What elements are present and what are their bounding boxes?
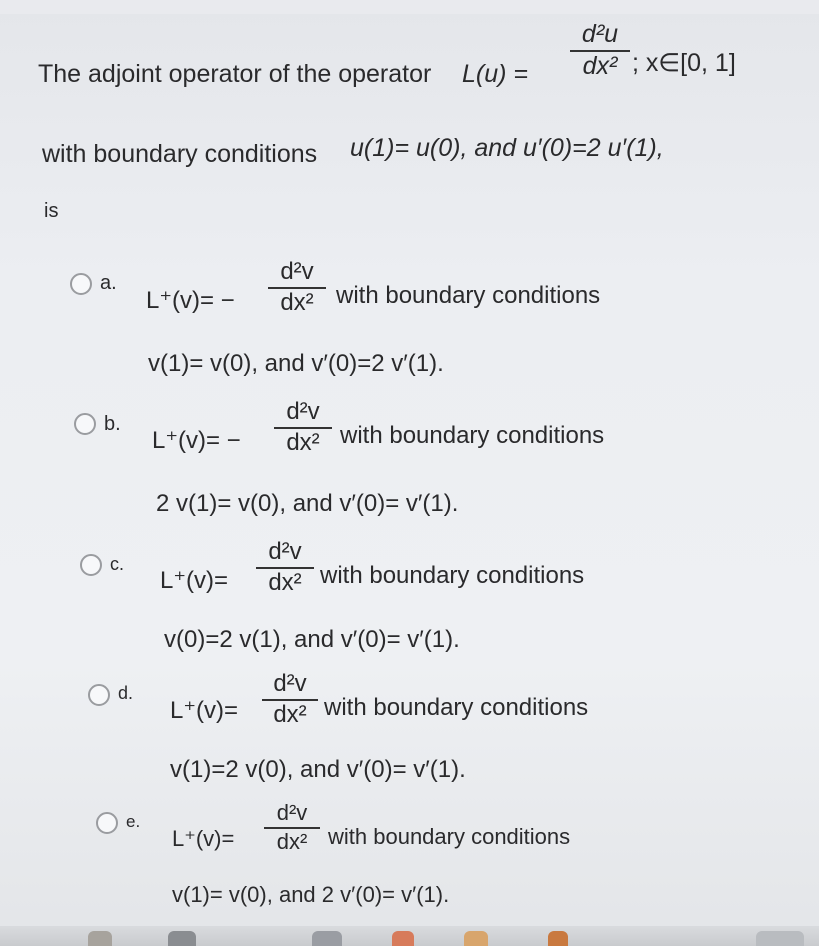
radio-option-b[interactable] xyxy=(74,413,96,435)
option-lhs: L⁺(v)= − xyxy=(152,427,241,454)
option-denominator: dx² xyxy=(276,829,308,854)
partial-icon xyxy=(464,931,488,946)
option-boundary-conditions: v(1)= v(0), and 2 v′(0)= v′(1). xyxy=(172,882,450,907)
radio-option-a[interactable] xyxy=(70,273,92,295)
option-with-text: with boundary conditions xyxy=(328,824,571,849)
option-with-text: with boundary conditions xyxy=(340,422,605,449)
radio-option-c[interactable] xyxy=(80,554,102,576)
operator-fraction xyxy=(570,22,630,79)
option-lhs: L⁺(v)= − xyxy=(146,287,235,314)
radio-option-e[interactable] xyxy=(96,812,118,834)
option-lhs: L⁺(v)= xyxy=(160,567,229,594)
partial-icon xyxy=(88,931,112,946)
option-letter: a. xyxy=(100,272,117,294)
operator-lhs: L(u) = xyxy=(462,60,529,88)
option-with-text: with boundary conditions xyxy=(320,562,585,589)
option-boundary-conditions: 2 v(1)= v(0), and v′(0)= v′(1). xyxy=(156,490,459,517)
option-numerator: d²v xyxy=(280,258,314,285)
partial-icon xyxy=(312,931,342,946)
option-numerator: d²v xyxy=(273,670,307,697)
option-fraction xyxy=(268,260,326,315)
option-fraction xyxy=(262,672,318,727)
option-boundary-conditions: v(1)= v(0), and v′(0)=2 v′(1). xyxy=(148,350,444,377)
option-numerator: d²v xyxy=(286,398,320,425)
option-lhs: L⁺(v)= xyxy=(170,697,239,724)
option-letter: d. xyxy=(118,683,134,703)
partial-icon xyxy=(168,931,196,946)
top-edge xyxy=(0,0,819,14)
partial-icon xyxy=(548,931,568,946)
option-boundary-conditions: v(0)=2 v(1), and v′(0)= v′(1). xyxy=(164,626,460,653)
question-prefix: The adjoint operator of the operator xyxy=(38,60,432,88)
option-letter: b. xyxy=(104,413,121,435)
boundary-conditions: u(1)= u(0), and u′(0)=2 u′(1), xyxy=(350,134,664,162)
option-fraction xyxy=(256,540,314,595)
option-with-text: with boundary conditions xyxy=(336,282,601,309)
option-fraction xyxy=(274,400,332,455)
radio-option-d[interactable] xyxy=(88,684,110,706)
partial-icon xyxy=(756,931,804,946)
option-denominator: dx² xyxy=(280,289,314,316)
operator-domain: ; x∈[0, 1] xyxy=(632,49,736,77)
option-numerator: d²v xyxy=(268,538,302,565)
boundary-text: with boundary conditions xyxy=(42,140,318,168)
option-denominator: dx² xyxy=(268,569,302,596)
operator-numerator: d²u xyxy=(581,20,619,48)
option-denominator: dx² xyxy=(286,429,320,456)
option-letter: c. xyxy=(110,554,125,574)
option-boundary-conditions: v(1)=2 v(0), and v′(0)= v′(1). xyxy=(170,756,466,783)
option-fraction xyxy=(264,802,320,853)
option-lhs: L⁺(v)= xyxy=(172,826,235,851)
option-letter: e. xyxy=(126,812,141,831)
operator-denominator: dx² xyxy=(582,52,618,80)
partial-icon xyxy=(392,931,414,946)
option-numerator: d²v xyxy=(276,800,308,825)
option-denominator: dx² xyxy=(273,701,307,728)
question-suffix: is xyxy=(44,200,59,222)
option-with-text: with boundary conditions xyxy=(324,694,589,721)
